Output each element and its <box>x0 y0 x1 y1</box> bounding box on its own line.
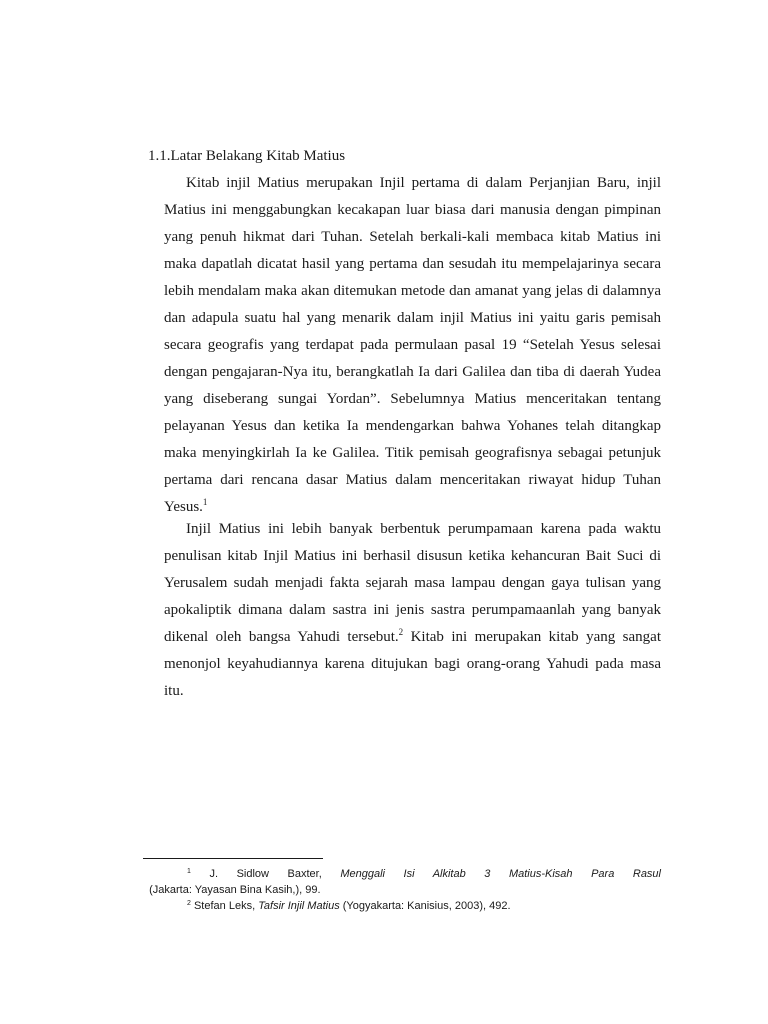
footnote-separator <box>143 858 323 859</box>
paragraph-2-text-before: Injil Matius ini lebih banyak berbentuk perumpamaan karena pada waktu penulisan kitab Injil Matius ini berhasil disusun ketika kehancuran Bait Suci di Yerusalem sudah menjadi fakta sejarah masa lampau dengan gaya tulisan yang apokaliptik dimana dalam sastra ini jenis sastra perumpamaanlah yang banyak dikenal oleh bangsa Yahudi tersebut. <box>164 521 661 645</box>
section-heading: 1.1.Latar Belakang Kitab Matius <box>148 148 346 164</box>
paragraph-1 <box>164 170 661 521</box>
footnote-2-author: Stefan Leks, <box>193 900 256 912</box>
footnote-ref-1[interactable]: 1 <box>202 497 208 507</box>
footnote-2-title: Tafsir Injil Matius <box>258 900 340 912</box>
footnote-2-number: 2 <box>187 900 191 907</box>
footnote-1 <box>143 866 661 898</box>
paragraph-2 <box>164 516 661 705</box>
footnotes <box>143 866 661 914</box>
footnote-1-rest: (Jakarta: Yayasan Bina Kasih,), 99. <box>143 884 321 896</box>
footnote-1-number: 1 <box>187 868 191 875</box>
footnote-2 <box>143 898 661 914</box>
footnote-1-title: Menggali Isi Alkitab 3 Matius-Kisah Para Rasul <box>340 868 661 880</box>
paragraph-2-text-after: Kitab ini merupakan kitab yang sangat menonjol keyahudiannya karena ditujukan bagi orang-orang Yahudi pada masa itu. <box>164 629 661 699</box>
footnote-ref-2[interactable]: 2 <box>398 627 404 637</box>
paragraph-1-text: Kitab injil Matius merupakan Injil pertama di dalam Perjanjian Baru, injil Matius ini menggabungkan kecakapan luar biasa dari manusia dengan pimpinan yang penuh hikmat dari Tuhan. Setelah berkali-kali membaca kitab Matius ini maka dapatlah dicatat hasil yang pertama dan sesudah itu mempelajarinya secara lebih mendalam maka akan ditemukan metode dan amanat yang jelas di dalamnya dan adapula suatu hal yang menarik dalam injil Matius ini yaitu garis pemisah secara geografis yang terdapat pada permulaan pasal 19 “Setelah Yesus selesai dengan pengajaran-Nya itu, berangkatlah Ia dari Galilea dan tiba di daerah Yudea yang diseberang sungai Yordan”. Sebelumnya Matius menceritakan tentang pelayanan Yesus dan ketika Ia mendengarkan bahwa Yohanes telah ditangkap maka menyingkirlah Ia ke Galilea. Titik pemisah geografisnya sebagai petunjuk pertama dari rencana dasar Matius dalam menceritakan riwayat hidup Tuhan Yesus. <box>164 175 661 515</box>
footnote-1-author: J. Sidlow Baxter, <box>209 868 322 880</box>
footnote-2-rest: (Yogyakarta: Kanisius, 2003), 492. <box>339 900 511 912</box>
